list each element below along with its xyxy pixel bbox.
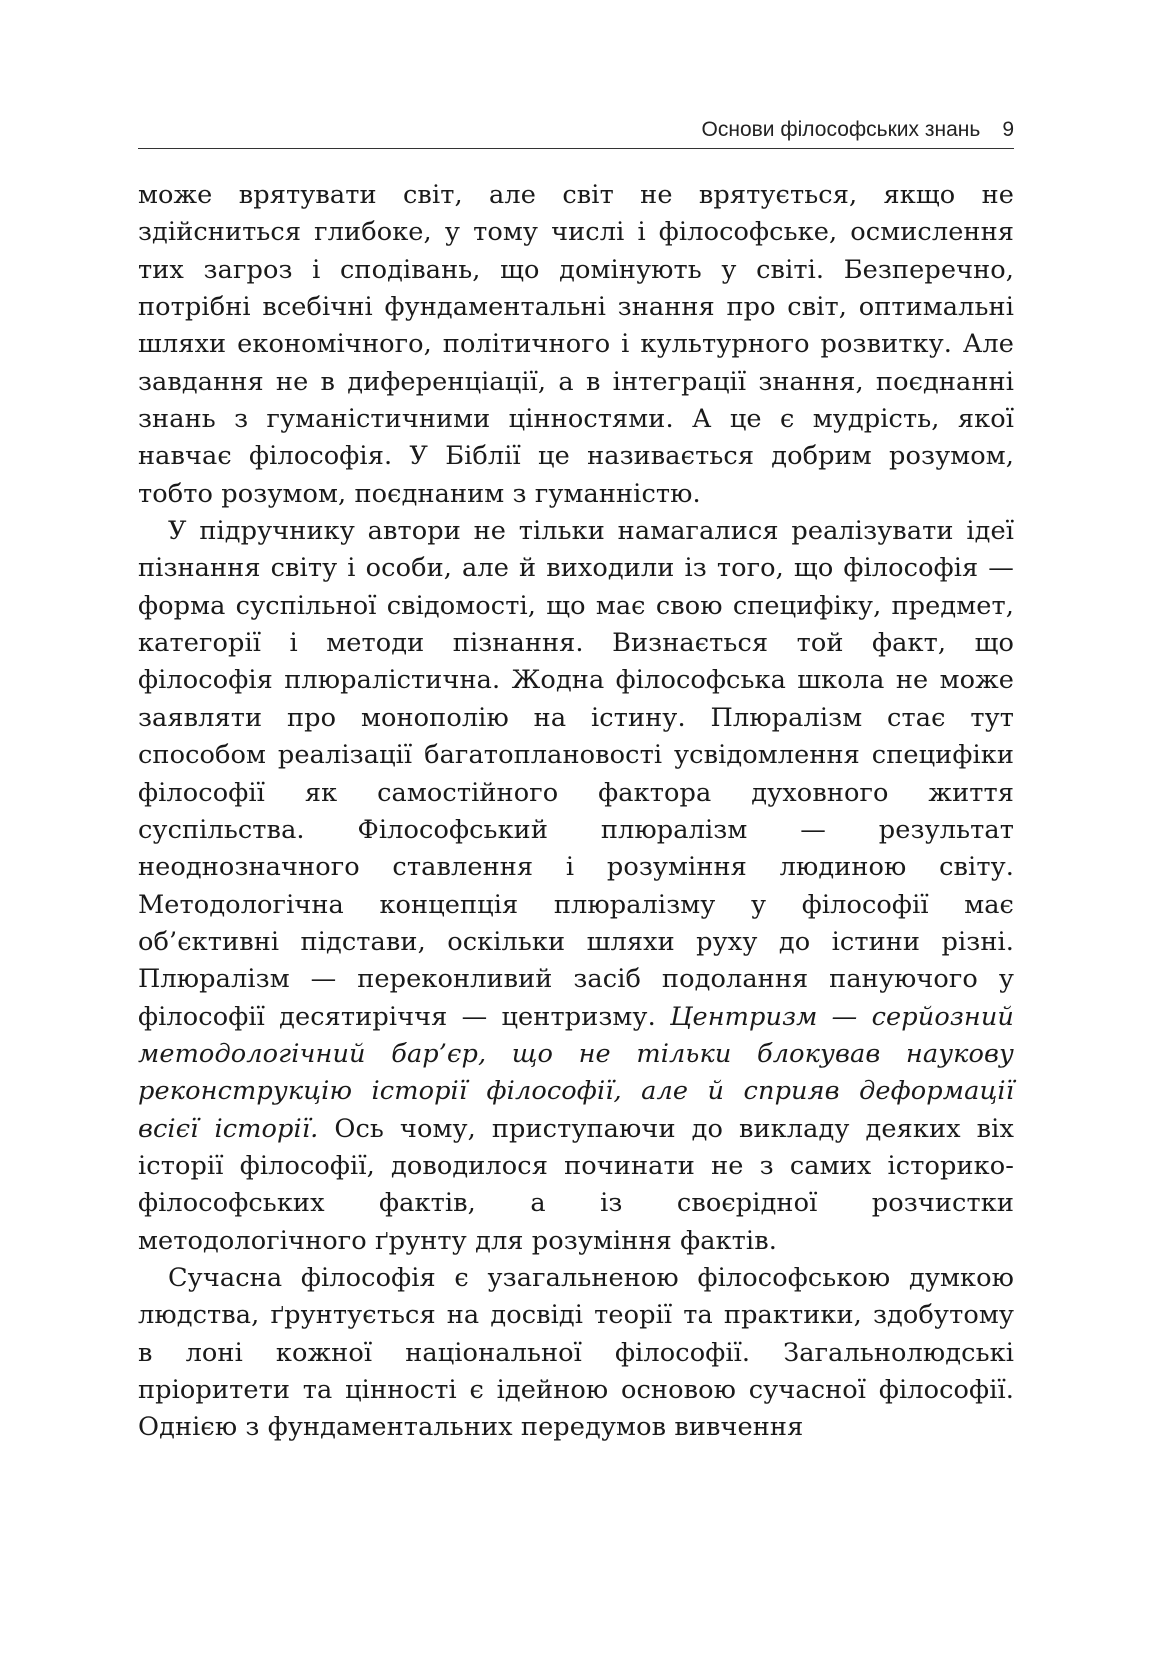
paragraph-2-italic-text: Центризм — серйозний методологічний бар’єр, що не тільки блокував наукову реконструкцію історії філософії, але й сприяв деформації всієї історії. <box>138 1001 1015 1144</box>
running-title: Основи філософських знань <box>701 118 981 141</box>
paragraph-3: Сучасна філософія є узагальненою філософською думкою людства, ґрунтується на досвіді теорії та практики, здобутому в лоні кожної національної філософії. Загальнолюдські пріоритети та цінності є ідейною основою сучасної філософії. Однією з фундаментальних передумов вивчення <box>138 1262 1014 1443</box>
paragraph-2-text-after: Ось чому, приступаючи до викладу деяких віх історії філософії, доводилося починати не з самих історико-філософських фактів, а із своєрідної розчистки методологічного ґрунту для розуміння фактів. <box>138 1113 1014 1256</box>
header-rule <box>138 148 1014 149</box>
paragraph-1: може врятувати світ, але світ не врятується, якщо не здійсниться глибоке, у тому числі і філософське, осмислення тих загроз і сподівань, що домінують у світі. Безперечно, потрібні всебічні фундаментальні знання про світ, оптимальні шляхи економічного, політичного і культурного розвитку. Але завдання не в диференціації, а в інтеграції знання, поєднанні знань з гуманістичними цінностями. А це є мудрість, якої навчає філософія. У Біблії це називається добрим розумом, тобто розумом, поєднаним з гуманністю. <box>138 180 1014 509</box>
page-number: 9 <box>1002 118 1014 141</box>
paragraph-2-text-before: У підручнику автори не тільки намагалися реалізувати ідеї пізнання світу і особи, але й виходили із того, що філософія — форма суспільної свідомості, що має свою специфіку, предмет, категорії і методи пізнання. Визнається той факт, що філософія плюралістична. Жодна філософська школа не може заявляти про монополію на істину. Плюралізм стає тут способом реалізації багатоплановості усвідомлення специфіки філософії як самостійного фактора духовного життя суспільства. Філософський плюралізм — результат неоднозначного ставлення і розуміння людиною світу. Методологічна концепція плюралізму у філософії має об’єктивні підстави, оскільки шляхи руху до істини різні. Плюралізм — переконливий засіб подолання пануючого у філософії десятиріччя — центризму. <box>138 516 1014 1032</box>
running-head <box>138 118 1014 150</box>
body-text <box>138 177 1014 1447</box>
paragraph-2 <box>138 513 1014 1260</box>
